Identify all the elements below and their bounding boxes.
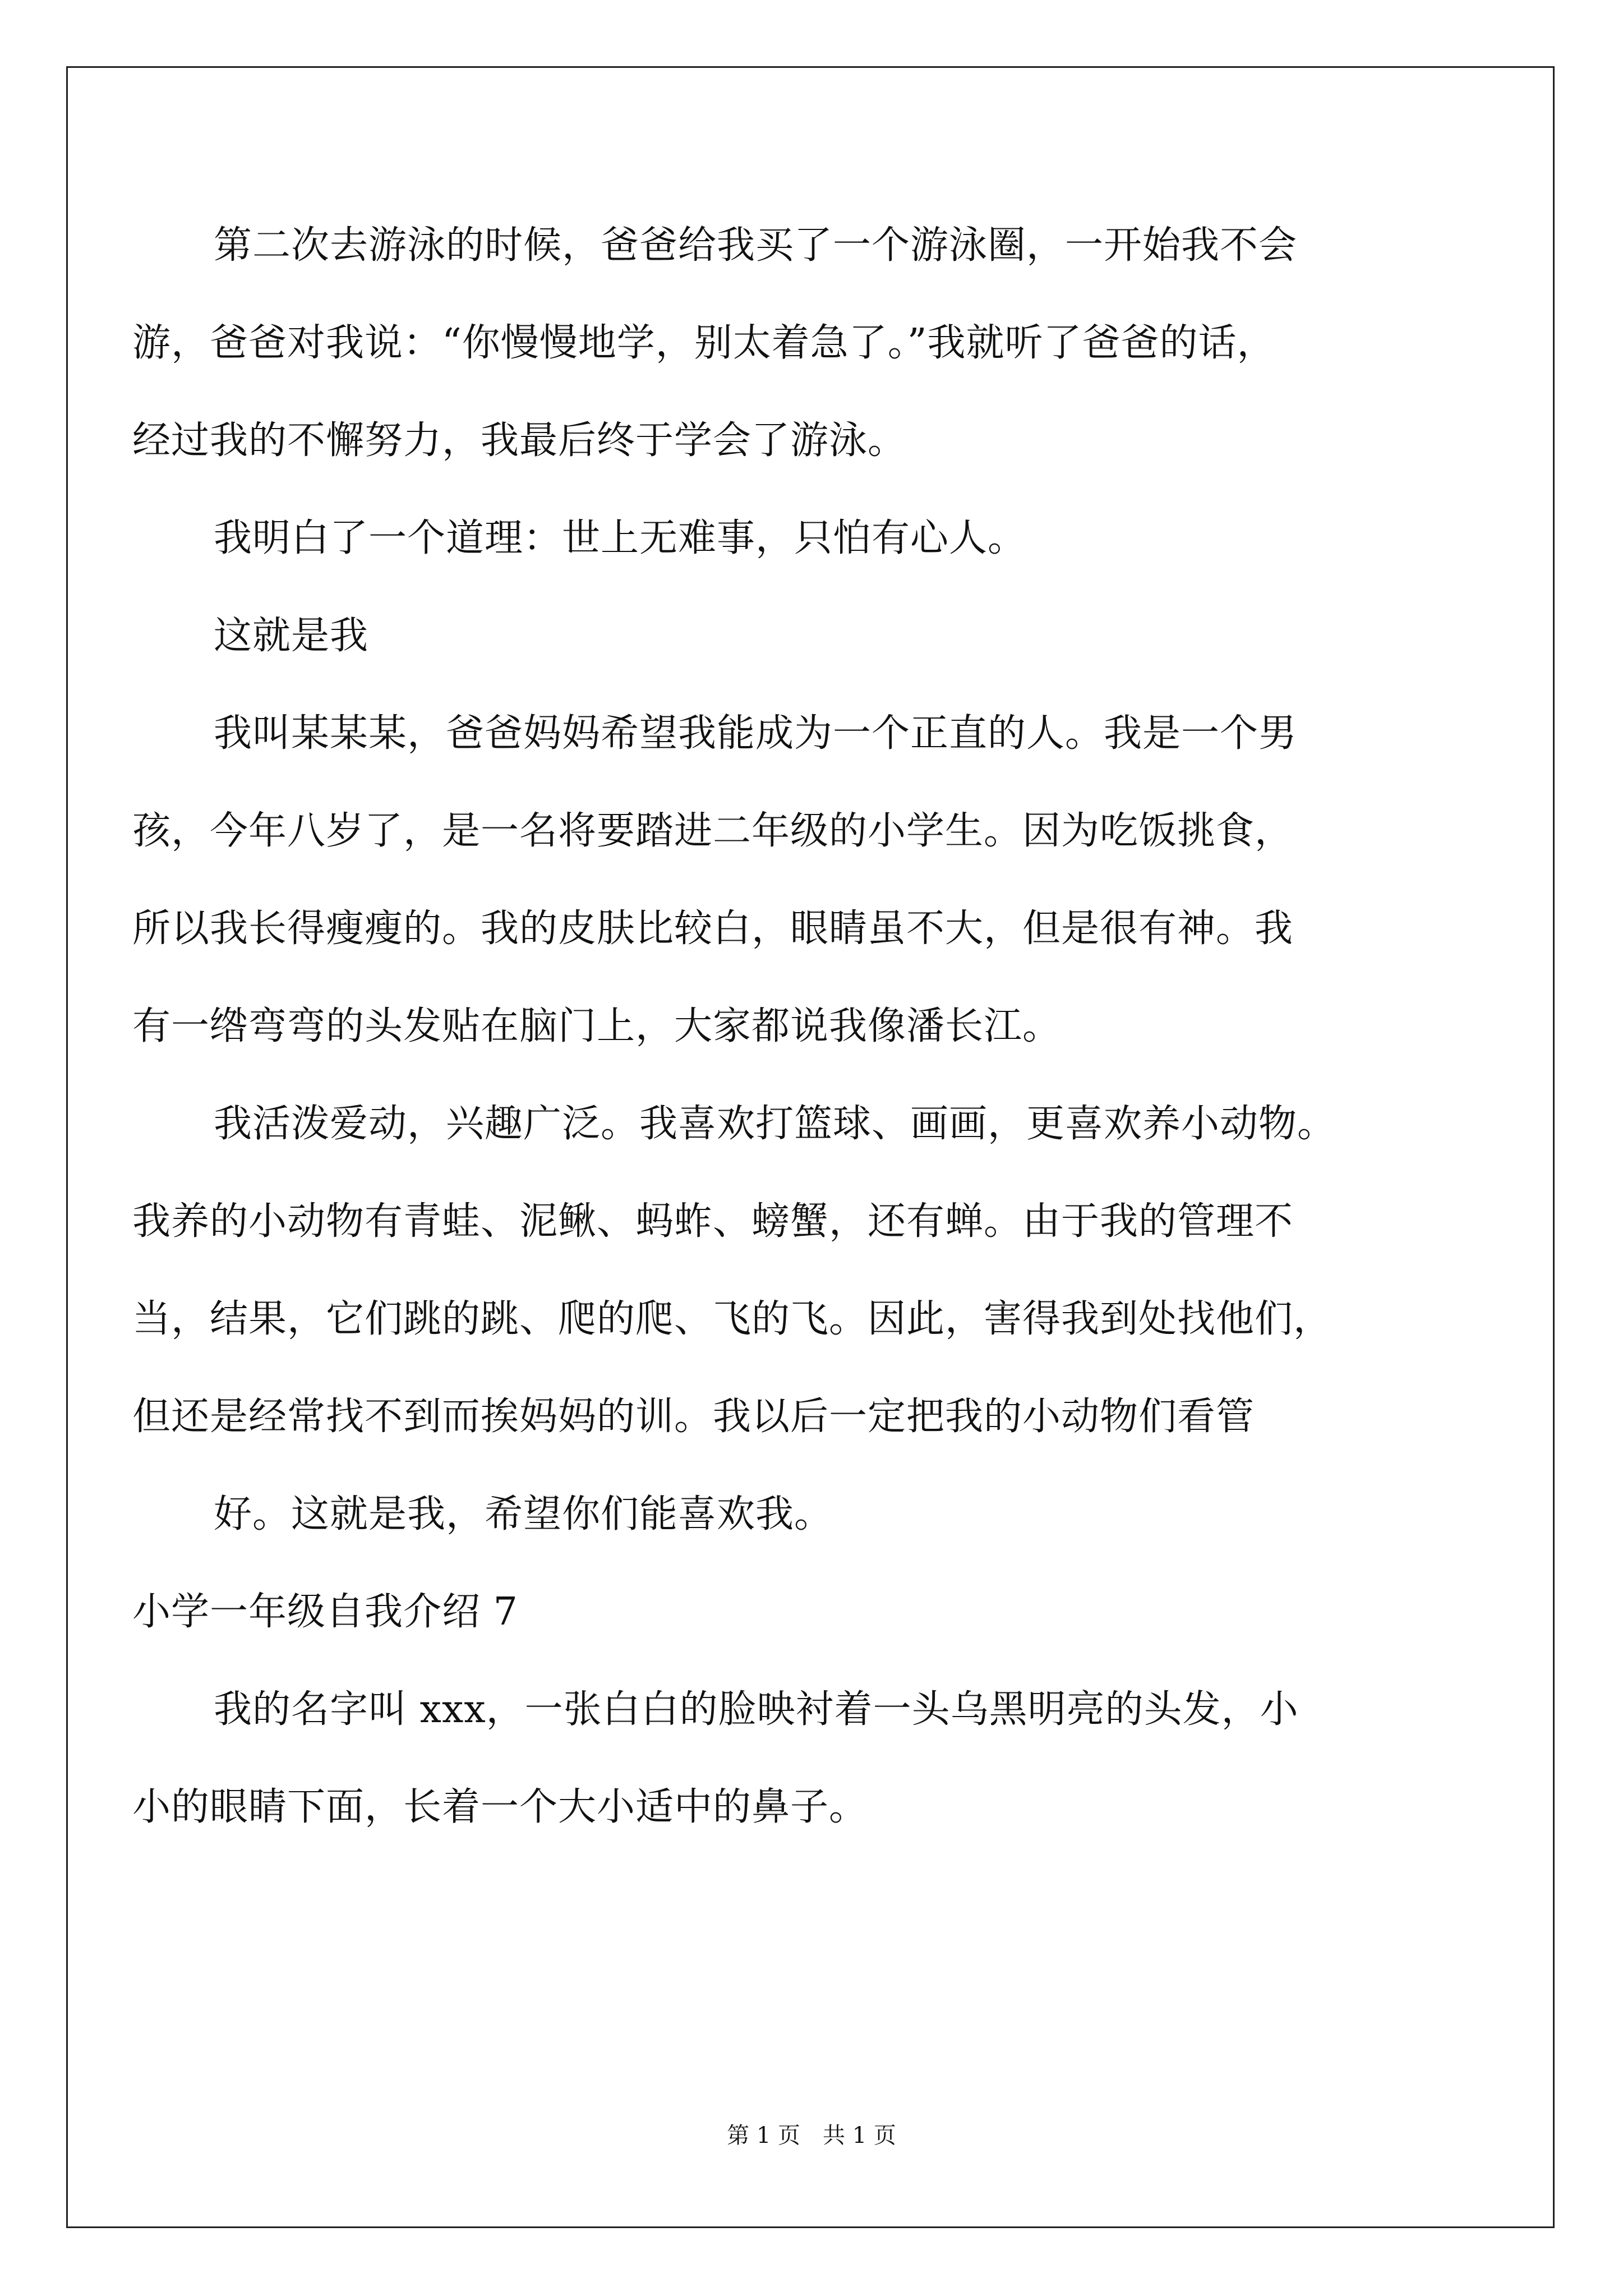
page-border	[66, 66, 1555, 2228]
paragraph-line: 小的眼睛下面，长着一个大小适中的鼻子。	[132, 1785, 868, 1829]
paragraph-line: 所以我长得瘦瘦的。我的皮肤比较白，眼睛虽不大，但是很有神。我	[132, 907, 1294, 951]
paragraph-line: 有一绺弯弯的头发贴在脑门上，大家都说我像潘长江。	[132, 1004, 1062, 1048]
section-heading: 小学一年级自我介绍 7	[132, 1590, 518, 1634]
page-footer: 第 1 页 共 1 页	[727, 2123, 896, 2148]
paragraph-line: 当，结果，它们跳的跳、爬的爬、飞的飞。因此，害得我到处找他们，	[132, 1297, 1332, 1341]
paragraph-line: 第二次去游泳的时候，爸爸给我买了一个游泳圈，一开始我不会	[214, 223, 1298, 268]
paragraph-line: 但还是经常找不到而挨妈妈的训。我以后一定把我的小动物们看管	[132, 1395, 1255, 1439]
subheading-this-is-me: 这就是我	[214, 614, 369, 658]
paragraph-line: 我叫某某某，爸爸妈妈希望我能成为一个正直的人。我是一个男	[214, 711, 1298, 756]
paragraph-line: 我的名字叫 xxx，一张白白的脸映衬着一头乌黑明亮的头发，小	[214, 1687, 1299, 1732]
paragraph-line: 孩，今年八岁了，是一名将要踏进二年级的小学生。因为吃饭挑食，	[132, 809, 1294, 853]
paragraph-line: 我活泼爱动，兴趣广泛。我喜欢打篮球、画画，更喜欢养小动物。	[214, 1102, 1336, 1146]
paragraph-line: 游，爸爸对我说：“你慢慢地学，别太着急了。”我就听了爸爸的话，	[132, 321, 1276, 365]
paragraph-line: 好。这就是我，希望你们能喜欢我。	[214, 1492, 833, 1536]
paragraph-line: 我明白了一个道理：世上无难事，只怕有心人。	[214, 516, 1027, 560]
paragraph-line: 经过我的不懈努力，我最后终于学会了游泳。	[132, 418, 907, 463]
paragraph-line: 我养的小动物有青蛙、泥鳅、蚂蚱、螃蟹，还有蝉。由于我的管理不	[132, 1199, 1294, 1244]
